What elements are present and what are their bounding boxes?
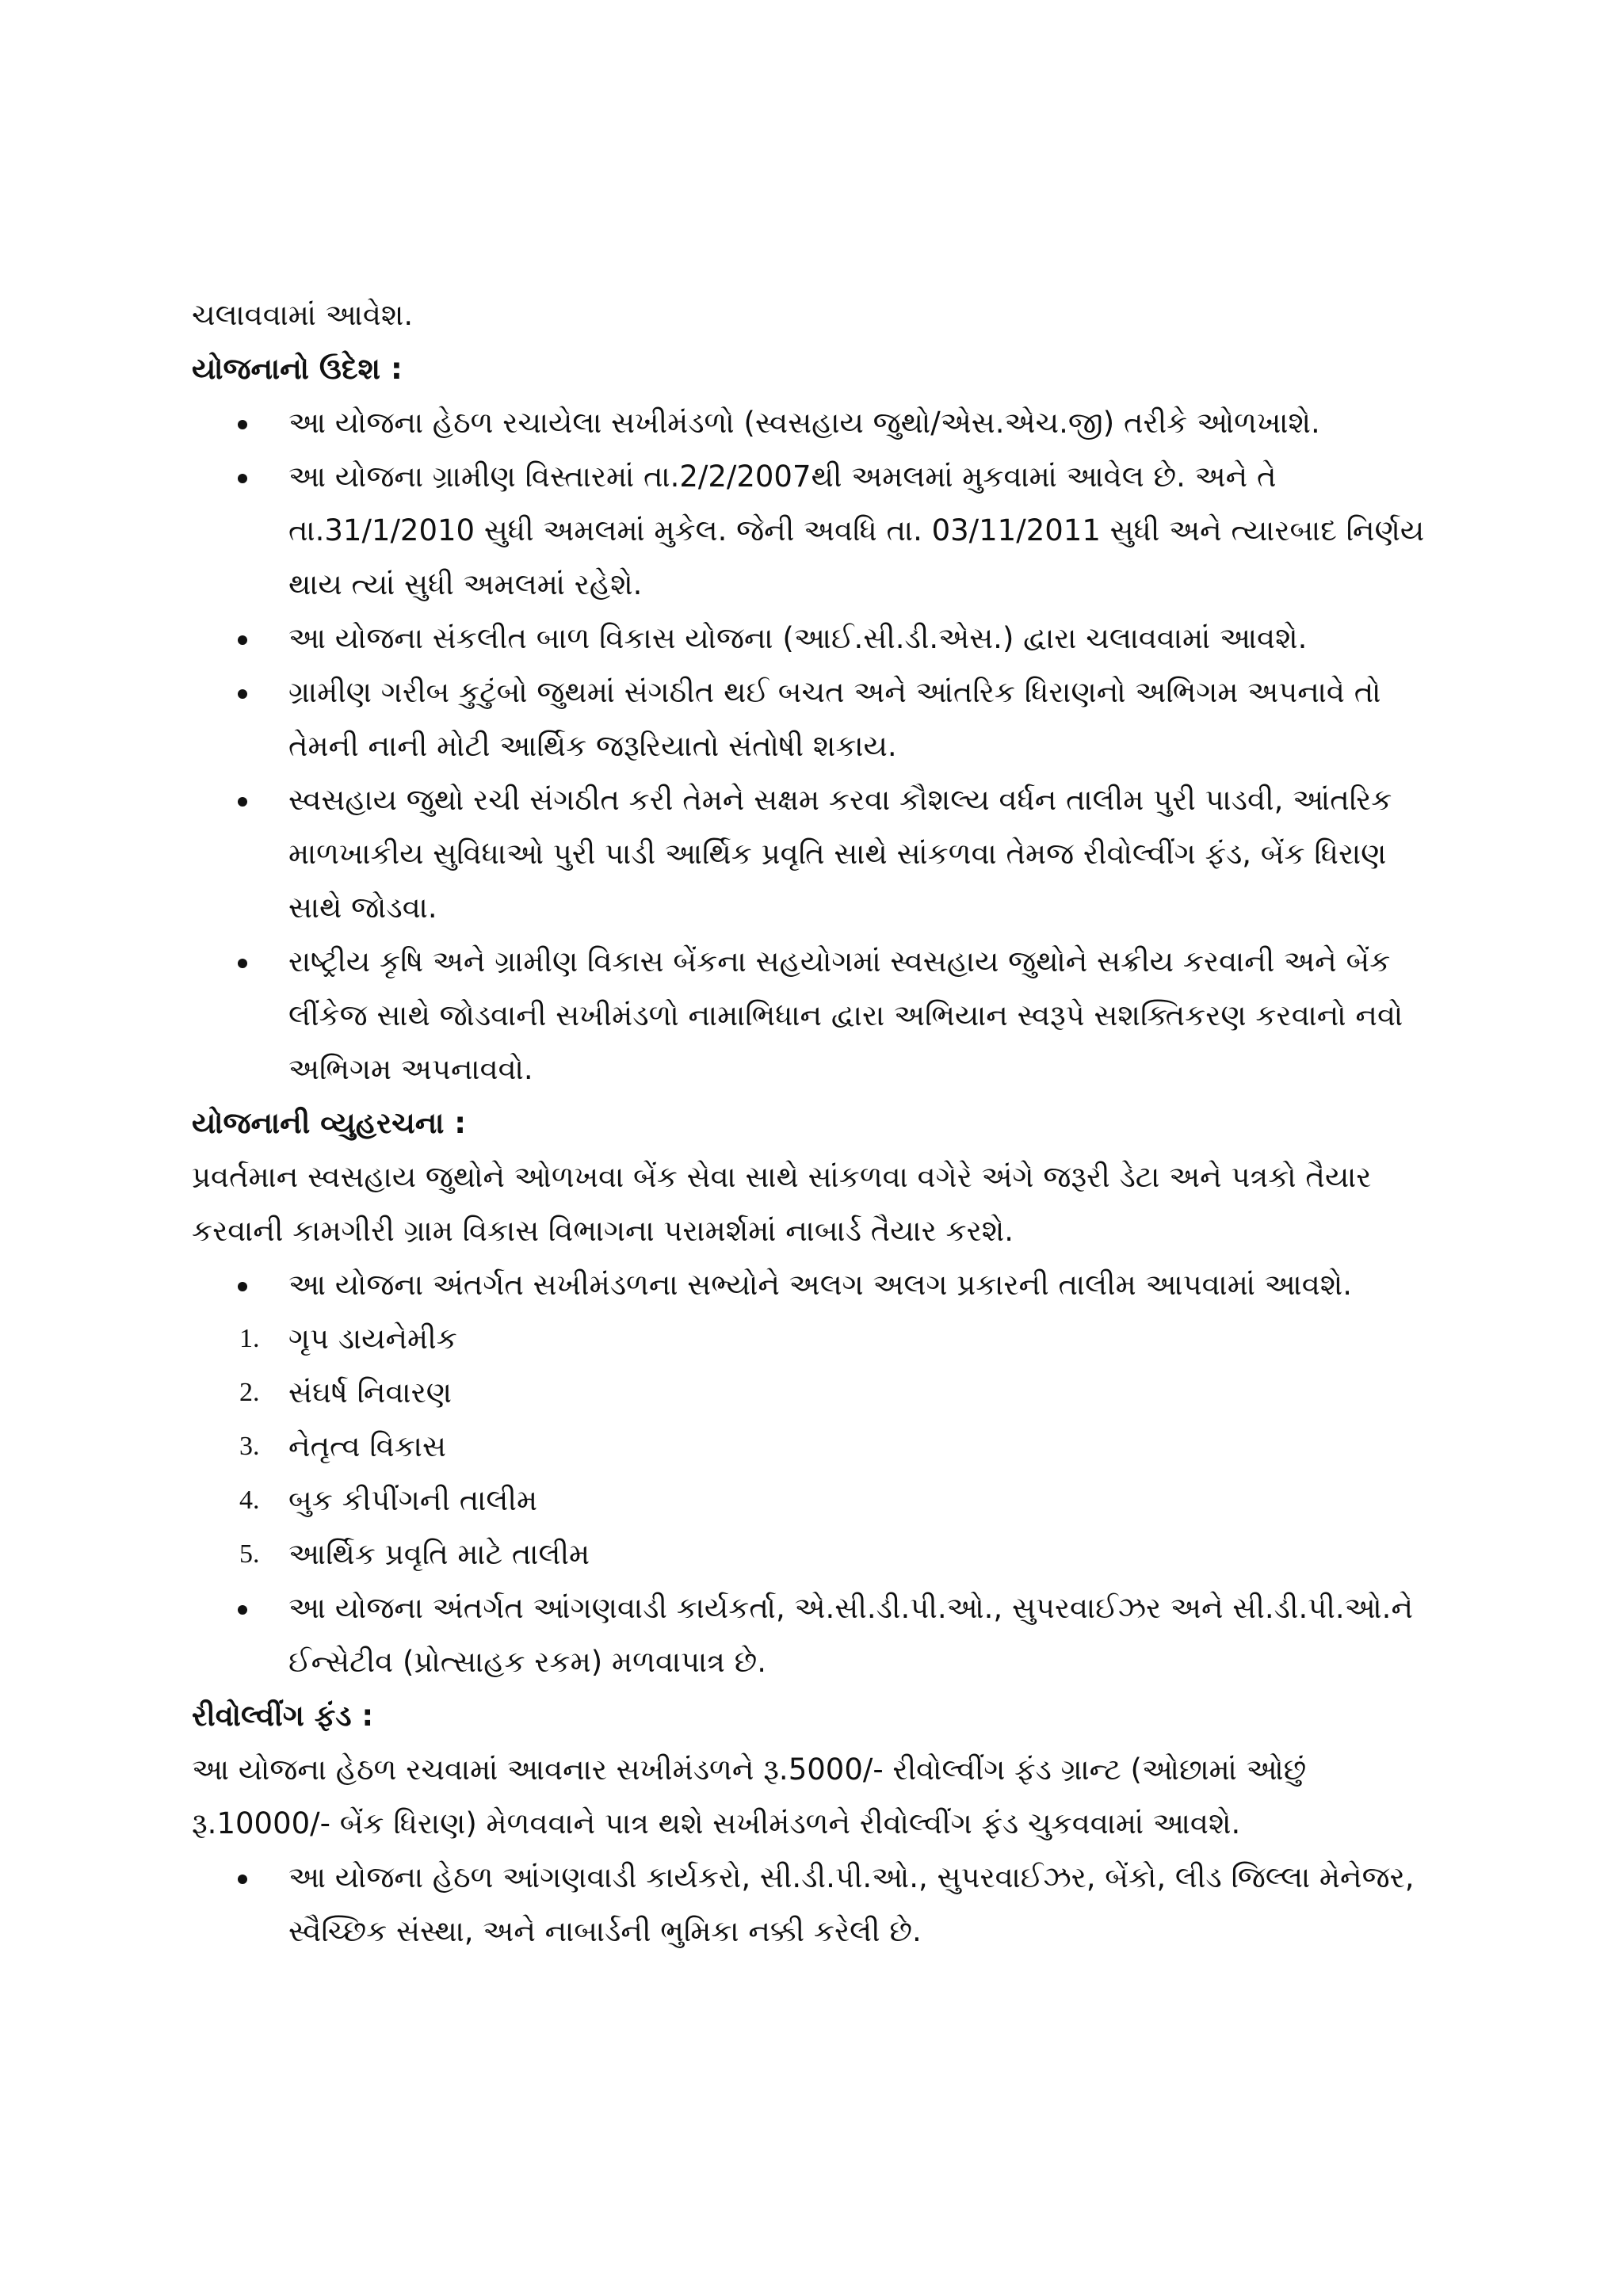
- numbered-item: [192, 1527, 1449, 1581]
- bullet-icon: [238, 797, 247, 807]
- list-item-text: આ યોજના અંતર્ગત આંગણવાડી કાર્યકર્તા, એ.સી.ડી.પી.ઓ., સુપરવાઈઝર અને સી.ડી.પી.ઓ.ને ઈન્સેટીવ (પ્રોત્સાહક રકમ) મળવાપાત્ર છે.: [288, 1591, 1414, 1679]
- item-number: 2.: [239, 1378, 260, 1407]
- item-number: 1.: [239, 1324, 260, 1353]
- fund-list: [192, 1851, 1449, 1958]
- bullet-icon: [238, 959, 247, 968]
- numbered-item-text: આર્થિક પ્રવૃતિ માટે તાલીમ: [288, 1537, 590, 1571]
- numbered-item: [192, 1474, 1449, 1527]
- bullet-icon: [238, 1282, 247, 1291]
- list-item-text: આ યોજના હેઠળ રચાયેલા સખીમંડળો (સ્વસહાય જુથો/એસ.એચ.જી) તરીકે ઓળખાશે.: [288, 406, 1320, 440]
- list-item: [192, 450, 1449, 612]
- list-item-text: આ યોજના હેઠળ આંગણવાડી કાર્યકરો, સી.ડી.પી.ઓ., સુપરવાઈઝર, બેંકો, લીડ જિલ્લા મેનેજર, સ્વૈચ્છિક સંસ્થા, અને નાબાર્ડની ભુમિકા નક્કી કરેલી છે.: [288, 1860, 1415, 1948]
- list-item: [192, 666, 1449, 773]
- list-item-text: આ યોજના અંતર્ગત સખીમંડળના સભ્યોને અલગ અલગ પ્રકારની તાલીમ આપવામાં આવશે.: [288, 1268, 1353, 1302]
- bullet-icon: [238, 474, 247, 483]
- fund-heading: રીવોલ્વીંગ ફંડ :: [192, 1699, 374, 1733]
- list-item-text: આ યોજના ગ્રામીણ વિસ્તારમાં તા.2/2/2007થી અમલમાં મુકવામાં આવેલ છે. અને તે તા.31/1/2010 સુધી અમલમાં મુકેલ. જેની અવધિ તા. 03/11/2011 સુધી અને ત્યારબાદ નિર્ણય થાય ત્યાં સુધી અમલમાં રહેશે.: [288, 460, 1425, 601]
- numbered-item: [192, 1312, 1449, 1366]
- list-item-text: ગ્રામીણ ગરીબ કુટુંબો જુથમાં સંગઠીત થઈ બચત અને આંતરિક ધિરાણનો અભિગમ અપનાવે તો તેમની નાની મોટી આર્થિક જરૂરિયાતો સંતોષી શકાય.: [288, 675, 1381, 763]
- list-item: [192, 1581, 1449, 1689]
- strategy-list: [192, 1258, 1449, 1312]
- incentive-list: [192, 1581, 1449, 1689]
- numbered-item-text: ગૃપ ડાયનેમીક: [288, 1322, 457, 1356]
- numbered-item-text: સંઘર્ષ નિવારણ: [288, 1375, 453, 1409]
- bullet-icon: [238, 689, 247, 699]
- bullet-icon: [238, 420, 247, 429]
- numbered-item-text: બુક કીપીંગની તાલીમ: [288, 1483, 538, 1517]
- objective-list: [192, 396, 1449, 1097]
- item-number: 5.: [239, 1539, 260, 1569]
- numbered-item: [192, 1366, 1449, 1420]
- intro-line: ચલાવવામાં આવેશ.: [192, 298, 414, 332]
- item-number: 4.: [239, 1486, 260, 1515]
- item-number: 3.: [239, 1432, 260, 1461]
- numbered-item-text: નેતૃત્વ વિકાસ: [288, 1429, 446, 1463]
- list-item: [192, 773, 1449, 935]
- list-item-text: સ્વસહાય જુથો રચી સંગઠીત કરી તેમને સક્ષમ કરવા કૌશલ્ય વર્ધન તાલીમ પુરી પાડવી, આંતરિક માળખાકીય સુવિધાઓ પુરી પાડી આર્થિક પ્રવૃતિ સાથે સાંકળવા તેમજ રીવોલ્વીંગ ફંડ, બેંક ધિરાણ સાથે જોડવા.: [288, 783, 1392, 925]
- list-item: [192, 935, 1449, 1097]
- fund-paragraph: આ યોજના હેઠળ રચવામાં આવનાર સખીમંડળને રૂ.5000/- રીવોલ્વીંગ ફંડ ગ્રાન્ટ (ઓછામાં ઓછું રૂ.10000/- બેંક ધિરાણ) મેળવવાને પાત્ર થશે સખીમંડળને રીવોલ્વીંગ ફંડ ચુકવવામાં આવશે.: [192, 1753, 1307, 1840]
- list-item: [192, 612, 1449, 666]
- bullet-icon: [238, 1605, 247, 1615]
- list-item: [192, 1851, 1449, 1958]
- list-item-text: રાષ્ટ્રીય કૃષિ અને ગ્રામીણ વિકાસ બેંકના સહયોગમાં સ્વસહાય જુથોને સક્રીય કરવાની અને બેંક લીંકેજ સાથે જોડવાની સખીમંડળો નામાભિધાન દ્વારા અભિયાન સ્વરૂપે સશક્તિકરણ કરવાનો નવો અભિગમ અપનાવવો.: [288, 944, 1403, 1086]
- list-item: [192, 396, 1449, 450]
- training-list: [192, 1312, 1449, 1581]
- strategy-heading: યોજનાની વ્યુહરચના :: [192, 1106, 467, 1140]
- list-item: [192, 1258, 1449, 1312]
- bullet-icon: [238, 635, 247, 645]
- list-item-text: આ યોજના સંકલીત બાળ વિકાસ યોજના (આઈ.સી.ડી.એસ.) દ્વારા ચલાવવામાં આવશે.: [288, 621, 1308, 655]
- numbered-item: [192, 1420, 1449, 1474]
- bullet-icon: [238, 1875, 247, 1884]
- objective-heading: યોજનાનો ઉદેશ :: [192, 352, 403, 386]
- strategy-paragraph: પ્રવર્તમાન સ્વસહાય જુથોને ઓળખવા બેંક સેવા સાથે સાંકળવા વગેરે અંગે જરૂરી ડેટા અને પત્રકો તૈયાર કરવાની કામગીરી ગ્રામ વિકાસ વિભાગના પરામર્શમાં નાબાર્ડ તૈયાર કરશે.: [192, 1160, 1372, 1248]
